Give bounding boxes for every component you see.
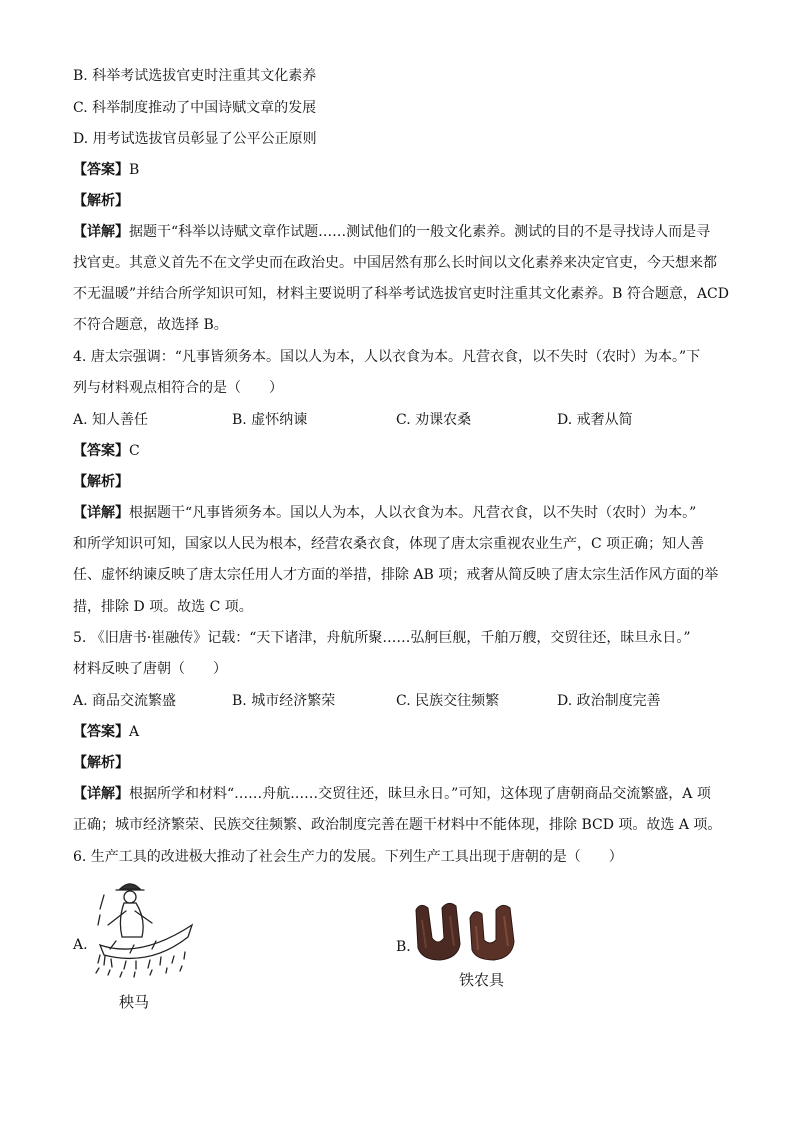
question-4-stem: 4. 唐太宗强调：“凡事皆须务本。国以人为本，人以衣食为本。凡营衣食，以不失时（农时）为本。”下 bbox=[73, 349, 701, 365]
detail-line: 不符合题意，故选择 B。 bbox=[73, 317, 228, 333]
analysis-tag: 【解析】 bbox=[73, 193, 129, 209]
answer-tag: 【答案】 bbox=[73, 724, 129, 740]
detail-line: 措，排除 D 项。故选 C 项。 bbox=[73, 599, 253, 615]
question-5-stem: 材料反映了唐朝（ ） bbox=[73, 661, 227, 677]
q5-option-a: A. 商品交流繁盛 bbox=[73, 693, 177, 709]
q5-option-d: D. 政治制度完善 bbox=[557, 693, 661, 709]
detail-line: 不无温暖”并结合所学知识可知，材料主要说明了科举考试选拔官吏时注重其文化素养。B 符合题意，ACD bbox=[73, 286, 729, 302]
iron-tools-photo bbox=[412, 898, 518, 964]
detail-line bbox=[73, 503, 696, 523]
detail-line bbox=[73, 784, 711, 804]
answer-value: A bbox=[129, 724, 140, 740]
q4-option-b: B. 虚怀纳谏 bbox=[232, 412, 308, 428]
answer-line bbox=[73, 160, 139, 180]
q6-option-b-caption: 铁农具 bbox=[459, 971, 505, 989]
answer-line bbox=[73, 441, 140, 461]
q5-option-b: B. 城市经济繁荣 bbox=[232, 693, 336, 709]
detail-line: 和所学知识可知，国家以人民为根本，经营农桑衣食，体现了唐太宗重视农业生产，C 项正确；知人善 bbox=[73, 536, 705, 552]
detail-tag: 【详解】 bbox=[73, 786, 129, 802]
analysis-tag: 【解析】 bbox=[73, 474, 129, 490]
question-4-stem: 列与材料观点相符合的是（ ） bbox=[73, 380, 283, 396]
answer-tag: 【答案】 bbox=[73, 443, 129, 459]
detail-line: 找官吏。其意义首先不在文学史而在政治史。中国居然有那么长时间以文化素养来决定官吏，今天想来都 bbox=[73, 255, 717, 271]
detail-line: 正确；城市经济繁荣、民族交往频繁、政治制度完善在题干材料中不能体现，排除 BCD 项。故选 A 项。 bbox=[73, 817, 722, 833]
answer-value: C bbox=[129, 443, 140, 459]
option-c-text: C. 科举制度推动了中国诗赋文章的发展 bbox=[73, 100, 317, 116]
answer-line bbox=[73, 722, 139, 742]
q6-option-a-letter: A. bbox=[73, 937, 88, 953]
detail-line: 任、虚怀纳谏反映了唐太宗任用人才方面的举措，排除 AB 项；戒奢从简反映了唐太宗生活作风方面的举 bbox=[73, 567, 719, 583]
question-5-stem: 5. 《旧唐书·崔融传》记载：“天下诸津，舟航所聚……弘舸巨舰，千舶万艘，交贸往还，昧旦永日。” bbox=[73, 630, 691, 646]
q4-option-a: A. 知人善任 bbox=[73, 412, 149, 428]
answer-tag: 【答案】 bbox=[73, 162, 129, 178]
q5-option-c: C. 民族交往频繁 bbox=[396, 693, 500, 709]
q4-option-c: C. 劝课农桑 bbox=[396, 412, 472, 428]
detail-text: 根据所学和材料“……舟航……交贸往还，昧旦永日。”可知，这体现了唐朝商品交流繁盛，A 项 bbox=[129, 786, 711, 802]
yangma-illustration bbox=[90, 875, 200, 985]
detail-text: 根据题干“凡事皆须务本。国以人为本，人以衣食为本。凡营衣食，以不失时（农时）为本。” bbox=[129, 505, 697, 521]
answer-value: B bbox=[129, 162, 140, 178]
detail-tag: 【详解】 bbox=[73, 505, 129, 521]
q6-option-a-caption: 秧马 bbox=[119, 993, 150, 1011]
option-b-text: B. 科举考试选拔官吏时注重其文化素养 bbox=[73, 68, 317, 84]
detail-line bbox=[73, 222, 710, 242]
q6-option-b-letter: B. bbox=[396, 939, 411, 955]
q4-option-d: D. 戒奢从简 bbox=[557, 412, 633, 428]
option-d-text: D. 用考试选拔官员彰显了公平公正原则 bbox=[73, 131, 317, 147]
detail-tag: 【详解】 bbox=[73, 224, 129, 240]
detail-text: 据题干“科举以诗赋文章作试题……测试他们的一般文化素养。测试的目的不是寻找诗人而是寻 bbox=[129, 224, 711, 240]
analysis-tag: 【解析】 bbox=[73, 755, 129, 771]
question-6-stem: 6. 生产工具的改进极大推动了社会生产力的发展。下列生产工具出现于唐朝的是（ ） bbox=[73, 849, 623, 865]
